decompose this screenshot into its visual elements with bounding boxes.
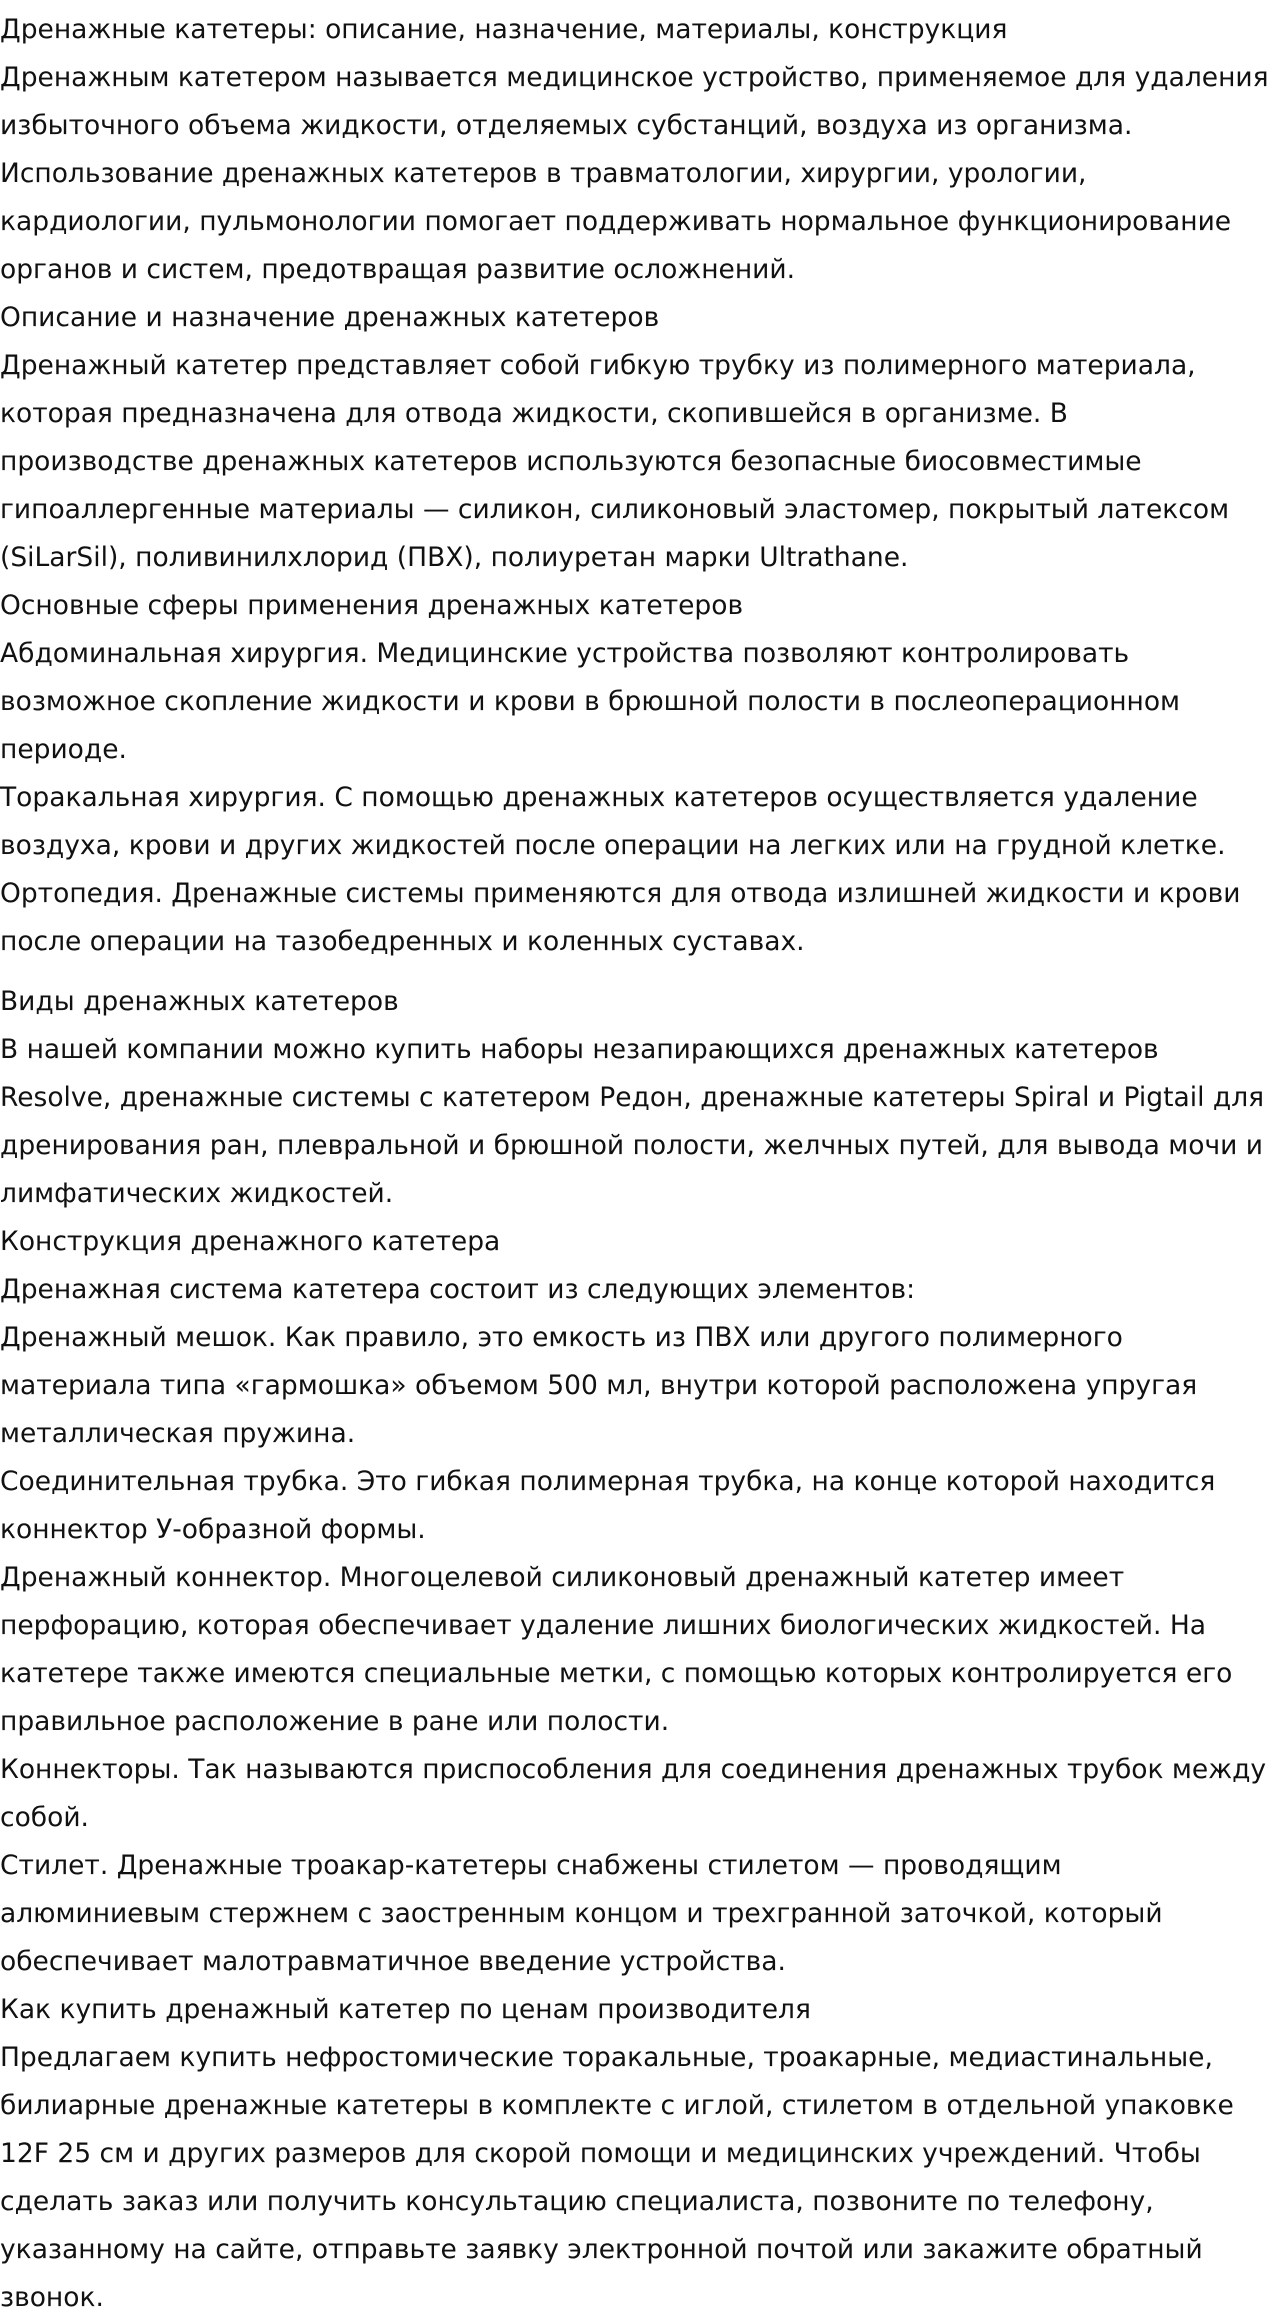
section-paragraph: Дренажная система катетера состоит из следующих элементов: [0, 1274, 916, 1305]
section-heading-purchase: Как купить дренажный катетер по ценам производителя [0, 1994, 811, 2025]
section-paragraph: Дренажный мешок. Как правило, это емкость из ПВХ или другого полимерного материала типа «гармошка» объемом 500 мл, внутри которой расположена упругая металлическая пружина. [0, 1322, 1198, 1449]
section-heading-applications: Основные сферы применения дренажных катетеров [0, 590, 744, 621]
section-heading-construction: Конструкция дренажного катетера [0, 1226, 501, 1257]
section-paragraph: Ортопедия. Дренажные системы применяются для отвода излишней жидкости и крови после операции на тазобедренных и коленных суставах. [0, 878, 1241, 957]
section-paragraph: Соединительная трубка. Это гибкая полимерная трубка, на конце которой находится коннектор У-образной формы. [0, 1466, 1216, 1545]
section-paragraph: Коннекторы. Так называются приспособления для соединения дренажных трубок между собой. [0, 1754, 1267, 1833]
section-heading-types: Виды дренажных катетеров [0, 986, 399, 1017]
section-paragraph: Стилет. Дренажные троакар-катетеры снабжены стилетом — проводящим алюминиевым стержнем с заостренным концом и трехгранной заточкой, который обеспечивает малотравматичное введение устройства. [0, 1850, 1163, 1977]
section-paragraph: Предлагаем купить нефростомические торакальные, троакарные, медиастинальные, билиарные дренажные катетеры в комплекте с иглой, стилетом в отдельной упаковке 12F 25 см и других размеров для скорой помощи и медицинских учреждений. Чтобы сделать заказ или получить консультацию специалиста, позвоните по телефону, указанному на сайте, отправьте заявку электронной почтой или закажите обратный звонок. [0, 2042, 1234, 2313]
section-paragraph: Абдоминальная хирургия. Медицинские устройства позволяют контролировать возможное скопление жидкости и крови в брюшной полости в послеоперационном периоде. [0, 638, 1181, 765]
section-paragraph: Дренажный коннектор. Многоцелевой силиконовый дренажный катетер имеет перфорацию, которая обеспечивает удаление лишних биологических жидкостей. На катетере также имеются специальные метки, с помощью которых контролируется его правильное расположение в ране или полости. [0, 1562, 1233, 1737]
section-heading-description: Описание и назначение дренажных катетеров [0, 302, 660, 333]
section-paragraph: Дренажный катетер представляет собой гибкую трубку из полимерного материала, которая предназначена для отвода жидкости, скопившейся в организме. В производстве дренажных катетеров используются безопасные биосовместимые гипоаллергенные материалы — силикон, силиконовый эластомер, покрытый латексом (SiLarSil), поливинилхлорид (ПВХ), полиуретан марки Ultrathane. [0, 350, 1230, 573]
article-title: Дренажные катетеры: описание, назначение, материалы, конструкция [0, 14, 1008, 45]
section-paragraph: В нашей компании можно купить наборы незапирающихся дренажных катетеров Resolve, дренажные системы с катетером Редон, дренажные катетеры Spiral и Pigtail для дренирования ран, плевральной и брюшной полости, желчных путей, для вывода мочи и лимфатических жидкостей. [0, 1034, 1265, 1209]
section-paragraph: Торакальная хирургия. С помощью дренажных катетеров осуществляется удаление воздуха, крови и других жидкостей после операции на легких или на грудной клетке. [0, 782, 1226, 861]
intro-paragraph: Использование дренажных катетеров в травматологии, хирургии, урологии, кардиологии, пульмонологии помогает поддерживать нормальное функционирование органов и систем, предотвращая развитие осложнений. [0, 158, 1232, 285]
intro-paragraph: Дренажным катетером называется медицинское устройство, применяемое для удаления избыточного объема жидкости, отделяемых субстанций, воздуха из организма. [0, 62, 1269, 141]
